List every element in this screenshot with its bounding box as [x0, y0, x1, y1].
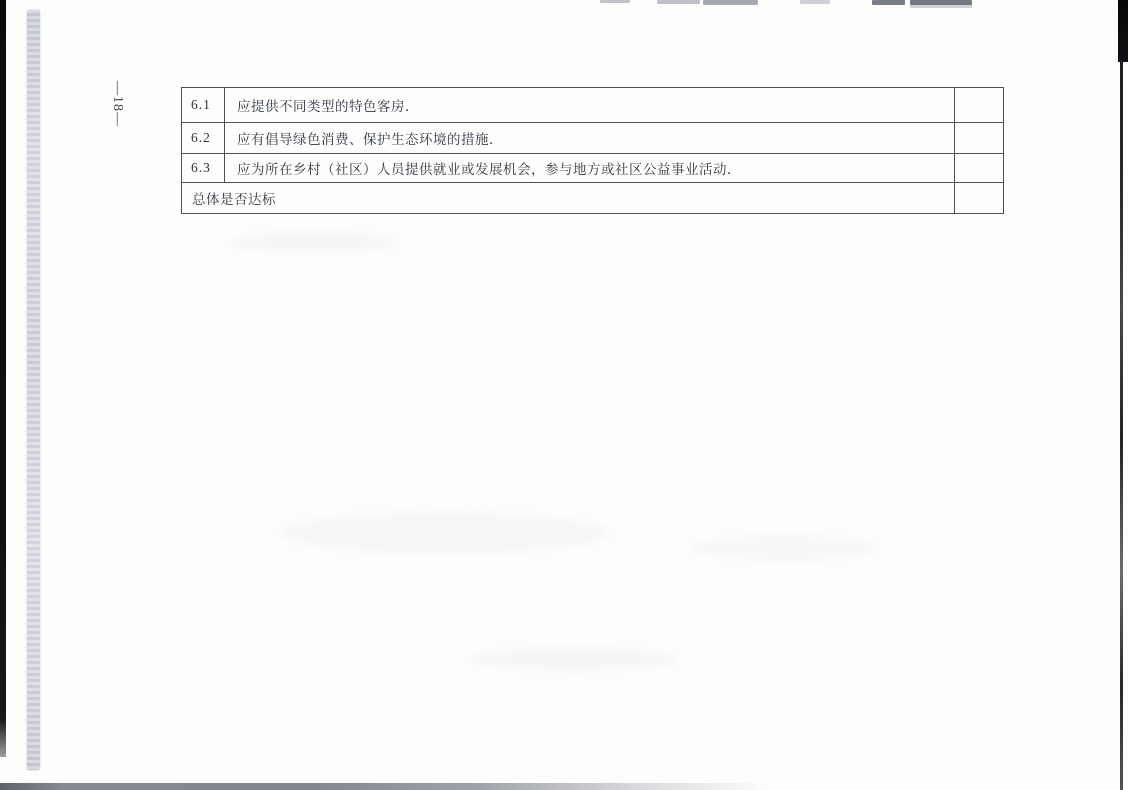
- scan-edge-left: [0, 0, 6, 757]
- binding-strip: [27, 10, 40, 770]
- scan-artifact-top: [600, 0, 630, 3]
- scan-smudge: [230, 232, 400, 252]
- overall-compliance-label: 总体是否达标: [182, 183, 955, 213]
- clause-number-cell: 6.1: [182, 88, 225, 122]
- table-row: [182, 153, 1003, 182]
- requirement-text-cell: 应为所在乡村（社区）人员提供就业或发展机会，参与地方或社区公益事业活动．: [225, 154, 955, 182]
- scan-artifact-top: [800, 0, 830, 4]
- check-cell: [955, 123, 1003, 153]
- requirement-text-cell: 应有倡导绿色消费、保护生态环境的措施．: [225, 123, 955, 153]
- scan-smudge: [690, 535, 880, 561]
- scan-smudge: [470, 648, 680, 670]
- clause-number-cell: 6.3: [182, 154, 225, 182]
- scan-edge-bottom: [0, 783, 770, 790]
- page-number: —18—: [110, 81, 125, 127]
- table-row: [182, 88, 1003, 122]
- scan-artifact-top: [703, 0, 758, 5]
- clause-number-cell: 6.2: [182, 123, 225, 153]
- requirement-text-cell: 应提供不同类型的特色客房．: [225, 88, 955, 122]
- scan-artifact-top: [910, 0, 972, 5]
- check-cell: [955, 154, 1003, 182]
- table-row: [182, 122, 1003, 153]
- scan-smudge: [280, 512, 610, 554]
- table-footer-row: [182, 182, 1003, 213]
- check-cell: [955, 183, 1003, 213]
- scan-edge-right: [1120, 60, 1123, 790]
- check-cell: [955, 88, 1003, 122]
- scan-edge-right-top: [1118, 0, 1128, 62]
- scan-artifact-top: [657, 0, 700, 4]
- criteria-table: [181, 87, 1004, 214]
- scan-artifact-top: [872, 0, 905, 5]
